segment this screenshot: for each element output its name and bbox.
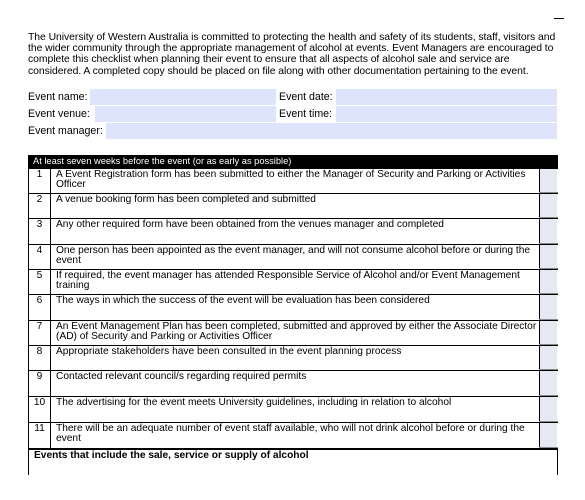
row-text: The advertising for the event meets University guidelines, including in relation to alcohol — [56, 397, 452, 408]
row-checkbox[interactable] — [539, 321, 557, 345]
row-text: One person has been appointed as the event manager, and will not consume alcohol before or during the event — [56, 245, 531, 266]
row-text: An Event Management Plan has been completed, submitted and approved by either the Associate Director (AD) of Security and Parking or Activities Officer — [56, 321, 537, 342]
row-checkbox[interactable] — [539, 295, 557, 320]
corner-mark — [554, 16, 564, 19]
row-number: 2 — [29, 194, 51, 218]
row-number: 5 — [29, 270, 51, 294]
row-text: If required, the event manager has attended Responsible Service of Alcohol and/or Event Management training — [56, 270, 520, 291]
checklist-row — [28, 168, 558, 193]
event-name-label: Event name: — [28, 91, 88, 103]
checklist-row — [28, 193, 558, 218]
row-number: 8 — [29, 346, 51, 370]
row-number: 4 — [29, 245, 51, 269]
alcohol-section-heading — [28, 449, 558, 475]
row-checkbox[interactable] — [539, 194, 557, 218]
event-name-field[interactable] — [90, 89, 276, 105]
alcohol-section-title: Events that include the sale, service or supply of alcohol — [34, 450, 309, 461]
checklist-row — [28, 422, 558, 449]
row-text: A venue booking form has been completed and submitted — [56, 194, 316, 205]
row-text: Any other required form have been obtained from the venues manager and completed — [56, 219, 444, 230]
row-number: 1 — [29, 169, 51, 193]
row-text: There will be an adequate number of event staff available, who will not drink alcohol before or during the event — [56, 423, 525, 444]
intro-paragraph: The University of Western Australia is committed to protecting the health and safety of its students, staff, visitors and the wider community through the appropriate management of alcohol at events. Event Managers are encouraged to complete this checklist when planning their event to ensure that all aspects of alcohol sale and service are considered. A completed copy should be placed on file along with other documentation pertaining to the event. — [28, 32, 556, 77]
checklist-row — [28, 269, 558, 294]
row-checkbox[interactable] — [539, 371, 557, 396]
row-checkbox[interactable] — [539, 245, 557, 269]
event-time-label: Event time: — [279, 108, 332, 120]
checklist-row — [28, 396, 558, 422]
row-text: Appropriate stakeholders have been consulted in the event planning process — [56, 346, 402, 357]
checklist-row — [28, 345, 558, 370]
row-text: The ways in which the success of the event will be evaluation has been considered — [56, 295, 430, 306]
checklist-row — [28, 218, 558, 244]
row-number: 10 — [29, 397, 51, 422]
event-date-field[interactable] — [336, 89, 557, 105]
row-checkbox[interactable] — [539, 169, 557, 193]
event-manager-label: Event manager: — [28, 125, 103, 137]
row-number: 11 — [29, 423, 51, 448]
row-number: 3 — [29, 219, 51, 244]
event-venue-label: Event venue: — [28, 108, 90, 120]
row-checkbox[interactable] — [539, 270, 557, 294]
event-manager-field[interactable] — [106, 123, 557, 139]
checklist-row — [28, 294, 558, 320]
checklist-row — [28, 244, 558, 269]
event-time-field[interactable] — [336, 106, 557, 122]
row-number: 7 — [29, 321, 51, 345]
row-text: A Event Registration form has been submitted to either the Manager of Security and Parking or Activities Officer — [56, 169, 526, 190]
row-checkbox[interactable] — [539, 397, 557, 422]
row-text: Contacted relevant council/s regarding required permits — [56, 371, 307, 382]
row-number: 9 — [29, 371, 51, 396]
checklist-row — [28, 320, 558, 345]
checklist-section-header: At least seven weeks before the event (or as early as possible) — [28, 155, 558, 168]
event-date-label: Event date: — [279, 91, 333, 103]
checklist-row — [28, 370, 558, 396]
row-number: 6 — [29, 295, 51, 320]
row-checkbox[interactable] — [539, 346, 557, 370]
row-checkbox[interactable] — [539, 423, 557, 448]
row-checkbox[interactable] — [539, 219, 557, 244]
event-venue-field[interactable] — [95, 106, 276, 122]
checklist-table — [28, 155, 558, 475]
